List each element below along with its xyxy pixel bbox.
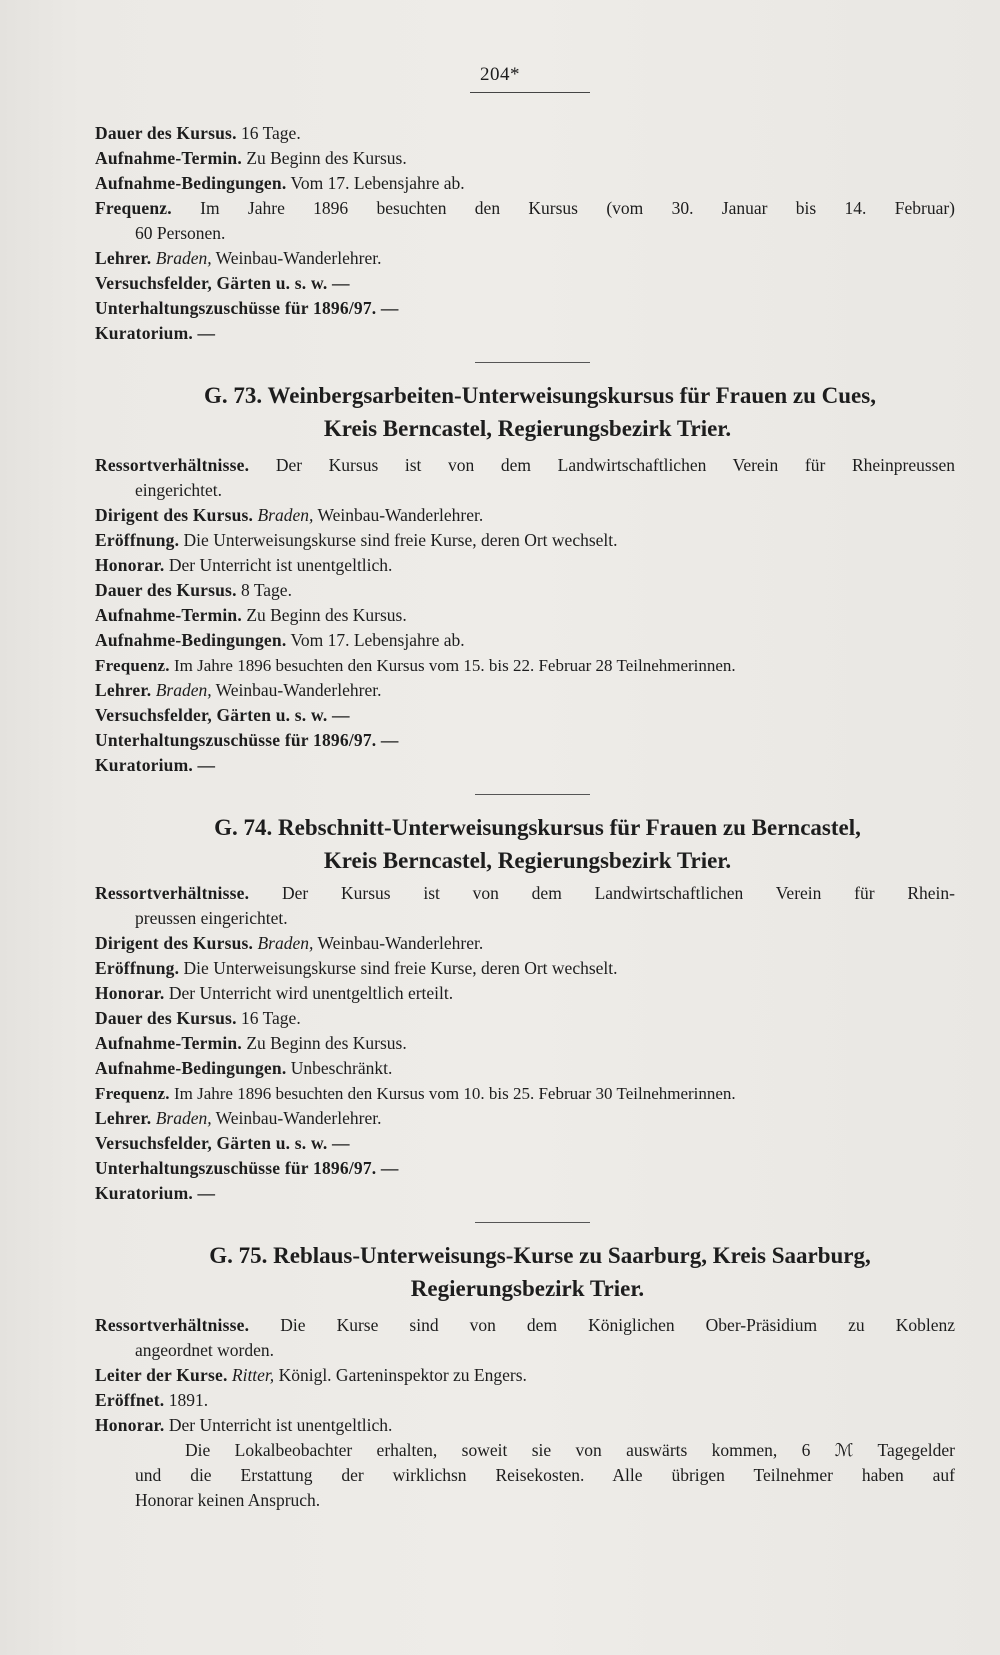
entry-line: Ressortverhältnisse. Der Kursus ist von dem Landwirtschaftlichen Verein für Rheinpreussen [95,455,955,475]
entry-continuation: angeordnet worden. [135,1340,274,1360]
entry-line: Frequenz. Im Jahre 1896 besuchten den Kursus vom 15. bis 22. Februar 28 Teilnehmerinnen. [95,656,736,675]
entry-line: Aufnahme-Termin. Zu Beginn des Kursus. [95,1033,407,1053]
section-subheading: Kreis Berncastel, Regierungsbezirk Trier. [323,416,732,441]
section-divider [475,362,590,363]
entry-line: Aufnahme-Bedingungen. Vom 17. Lebensjahre ab. [95,630,465,650]
entry-continuation: eingerichtet. [135,480,222,500]
paragraph-line: und die Erstattung der wirklichsn Reisekosten. Alle übrigen Teilnehmer haben auf [135,1465,955,1485]
intro-block [95,121,960,346]
entry-line: Aufnahme-Termin. Zu Beginn des Kursus. [95,148,407,168]
section-subheading: Kreis Berncastel, Regierungsbezirk Trier. [323,848,732,873]
entry-line: Aufnahme-Bedingungen. Vom 17. Lebensjahre ab. [95,173,465,193]
entry-line: Dirigent des Kursus. Braden, Weinbau-Wanderlehrer. [95,933,484,953]
entry-line: Honorar. Der Unterricht ist unentgeltlich. [95,555,393,575]
entry-line: Versuchsfelder, Gärten u. s. w. — [95,273,350,293]
entry-line: Frequenz. Im Jahre 1896 besuchten den Kursus vom 10. bis 25. Februar 30 Teilnehmerinnen. [95,1084,736,1103]
entry-line: Leiter der Kurse. Ritter, Königl. Garteninspektor zu Engers. [95,1365,527,1385]
entry-line: Kuratorium. — [95,755,216,775]
entry-line: Eröffnung. Die Unterweisungskurse sind freie Kurse, deren Ort wechselt. [95,958,618,978]
entry-line: Eröffnung. Die Unterweisungskurse sind freie Kurse, deren Ort wechselt. [95,530,618,550]
entry-line: Eröffnet. 1891. [95,1390,209,1410]
section-heading: G. 74. Rebschnitt-Unterweisungskursus für Frauen zu Berncastel, [214,815,861,840]
section-heading: G. 75. Reblaus-Unterweisungs-Kurse zu Saarburg, Kreis Saarburg, [209,1243,871,1268]
entry-line: Honorar. Der Unterricht ist unentgeltlich. [95,1415,393,1435]
entry-line: Dirigent des Kursus. Braden, Weinbau-Wanderlehrer. [95,505,484,525]
entry-line: Aufnahme-Bedingungen. Unbeschränkt. [95,1058,393,1078]
entry-line: Lehrer. Braden, Weinbau-Wanderlehrer. [95,248,382,268]
entry-line: Frequenz. Im Jahre 1896 besuchten den Kursus (vom 30. Januar bis 14. Februar) [95,198,955,218]
entry-line: Dauer des Kursus. 16 Tage. [95,1008,301,1028]
entry-line: Dauer des Kursus. 8 Tage. [95,580,292,600]
document-body [95,121,960,1513]
paragraph-line: Honorar keinen Anspruch. [135,1490,321,1510]
section-subheading: Regierungsbezirk Trier. [410,1276,645,1301]
entry-line: Lehrer. Braden, Weinbau-Wanderlehrer. [95,680,382,700]
entry-line: Honorar. Der Unterricht wird unentgeltlich erteilt. [95,983,454,1003]
section-g75 [95,1239,960,1513]
entry-line: Kuratorium. — [95,1183,216,1203]
entry-line: Kuratorium. — [95,323,216,343]
page-number: 204* [480,64,520,85]
entry-line: Aufnahme-Termin. Zu Beginn des Kursus. [95,605,407,625]
entry-line: Versuchsfelder, Gärten u. s. w. — [95,1133,350,1153]
entry-continuation: preussen eingerichtet. [135,908,288,928]
entry-line: Ressortverhältnisse. Die Kurse sind von dem Königlichen Ober-Präsidium zu Koblenz [95,1315,956,1335]
entry-line: Unterhaltungszuschüsse für 1896/97. — [95,298,399,318]
section-divider [475,1222,590,1223]
entry-line: Unterhaltungszuschüsse für 1896/97. — [95,730,399,750]
entry-line: Lehrer. Braden, Weinbau-Wanderlehrer. [95,1108,382,1128]
entry-line: Unterhaltungszuschüsse für 1896/97. — [95,1158,399,1178]
paragraph-line: Die Lokalbeobachter erhalten, soweit sie von auswärts kommen, 6 ℳ Tagegelder [185,1440,955,1460]
section-g74 [95,811,960,1206]
entry-line: Dauer des Kursus. 16 Tage. [95,123,301,143]
section-divider [475,794,590,795]
entry-continuation: 60 Personen. [135,223,226,243]
section-g73 [95,379,960,778]
entry-line: Ressortverhältnisse. Der Kursus ist von dem Landwirtschaftlichen Verein für Rhein- [95,883,955,903]
section-heading: G. 73. Weinbergsarbeiten-Unterweisungskursus für Frauen zu Cues, [204,383,876,408]
page-number-rule [470,92,590,93]
entry-line: Versuchsfelder, Gärten u. s. w. — [95,705,350,725]
